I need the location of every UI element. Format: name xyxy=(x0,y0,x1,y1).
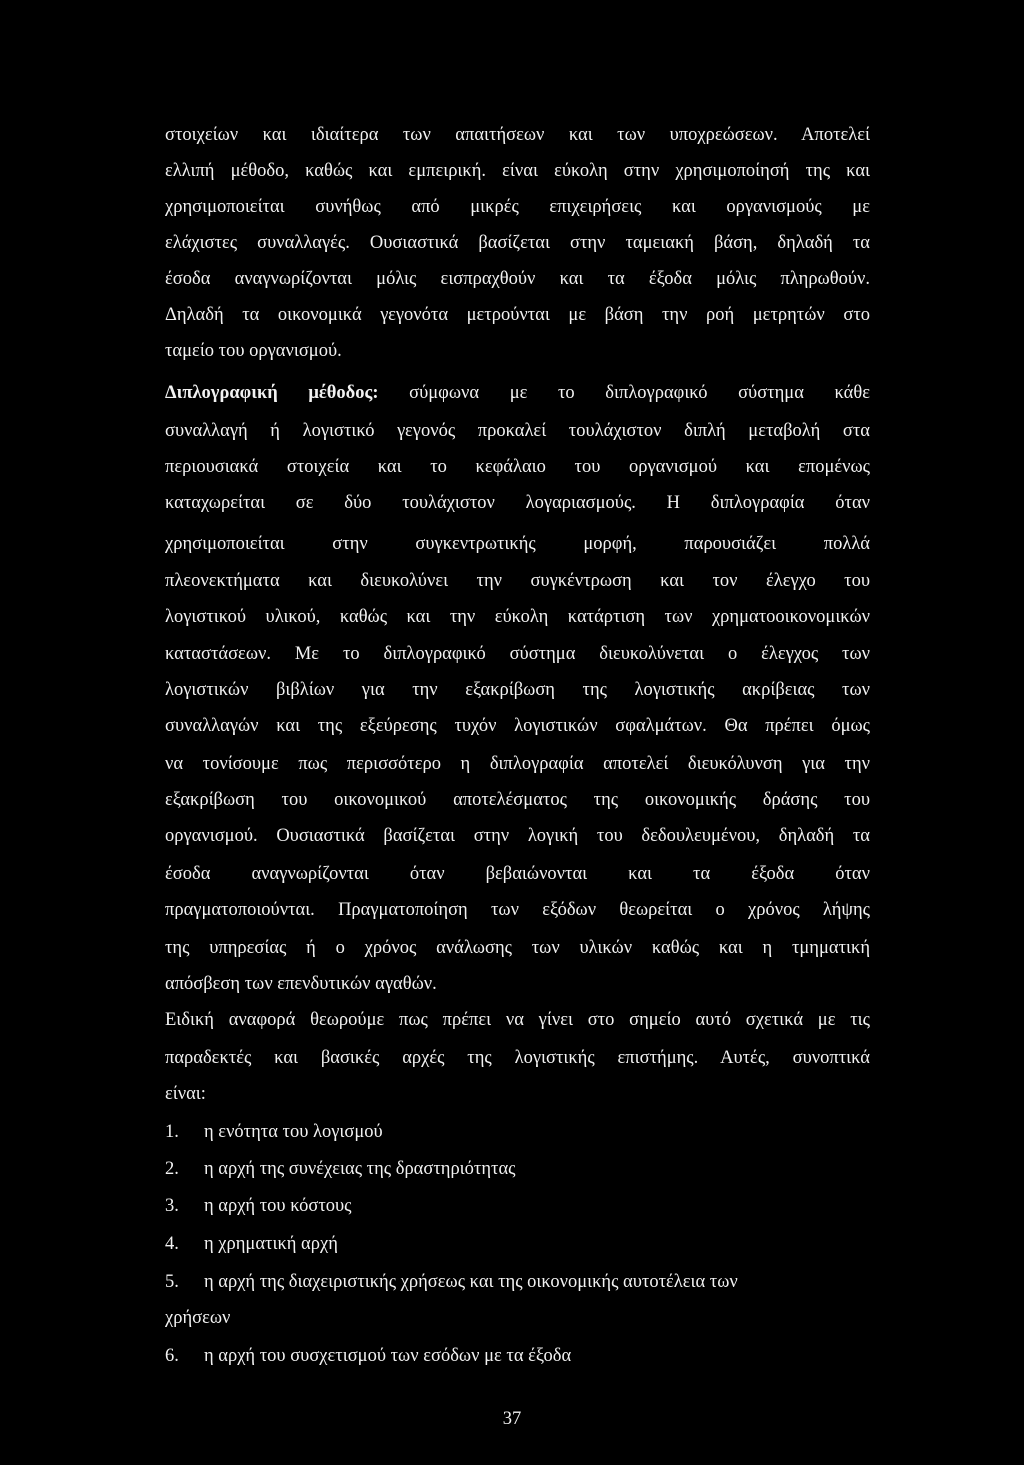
body-line: περιουσιακά στοιχεία και το κεφάλαιο του οργανισμού και επομένως xyxy=(165,457,870,477)
double-entry-first-line xyxy=(165,381,870,405)
list-item: η χρηματική αρχή xyxy=(204,1234,338,1254)
list-item-continuation: χρήσεων xyxy=(165,1308,231,1328)
body-line: λογιστικού υλικού, καθώς και την εύκολη κατάρτιση των χρηματοοικονομικών xyxy=(165,607,870,627)
body-line: έσοδα αναγνωρίζονται όταν βεβαιώνονται και τα έξοδα όταν xyxy=(165,864,870,884)
body-line: χρησιμοποιείται στην συγκεντρωτικής μορφή, παρουσιάζει πολλά xyxy=(165,534,870,554)
list-item-number: 5. xyxy=(165,1272,179,1292)
body-line: Ειδική αναφορά θεωρούμε πως πρέπει να γίνει στο σημείο αυτό σχετικά με τις xyxy=(165,1010,870,1030)
body-line: συναλλαγών και της εξεύρεσης τυχόν λογιστικών σφαλμάτων. Θα πρέπει όμως xyxy=(165,716,870,736)
body-line: οργανισμού. Ουσιαστικά βασίζεται στην λογική του δεδουλευμένου, δηλαδή τα xyxy=(165,826,870,846)
list-item-number: 6. xyxy=(165,1346,179,1366)
list-item-number: 3. xyxy=(165,1196,179,1216)
body-line: λογιστικών βιβλίων για την εξακρίβωση της λογιστικής ακρίβειας των xyxy=(165,680,870,700)
body-line: πλεονεκτήματα και διευκολύνει την συγκέντρωση και τον έλεγχο του xyxy=(165,571,870,591)
list-item-number: 2. xyxy=(165,1159,179,1179)
body-line: στοιχείων και ιδιαίτερα των απαιτήσεων και των υποχρεώσεων. Αποτελεί xyxy=(165,125,870,145)
page-number: 37 xyxy=(502,1409,522,1429)
body-line: καταχωρείται σε δύο τουλάχιστον λογαριασμούς. Η διπλογραφία όταν xyxy=(165,493,870,513)
body-line: εξακρίβωση του οικονομικού αποτελέσματος της οικονομικής δράσης του xyxy=(165,790,870,810)
body-line: πραγματοποιούνται. Πραγματοποίηση των εξόδων θεωρείται ο χρόνος λήψης xyxy=(165,900,870,920)
body-line: παραδεκτές και βασικές αρχές της λογιστικής επιστήμης. Αυτές, συνοπτικά xyxy=(165,1048,870,1068)
list-item-number: 1. xyxy=(165,1122,179,1142)
list-item-number: 4. xyxy=(165,1234,179,1254)
body-line: συναλλαγή ή λογιστικό γεγονός προκαλεί τουλάχιστον διπλή μεταβολή στα xyxy=(165,421,870,441)
body-line: της υπηρεσίας ή ο χρόνος ανάλωσης των υλικών καθώς και η τμηματική xyxy=(165,938,870,958)
body-line: καταστάσεων. Με το διπλογραφικό σύστημα διευκολύνεται ο έλεγχος των xyxy=(165,644,870,664)
list-item: η αρχή της διαχειριστικής χρήσεως και της οικονομικής αυτοτέλεια των xyxy=(204,1272,738,1292)
list-item: η αρχή του κόστους xyxy=(204,1196,352,1216)
body-line: να τονίσουμε πως περισσότερο η διπλογραφία αποτελεί διευκόλυνση για την xyxy=(165,754,870,774)
body-line: ταμείο του οργανισμού. xyxy=(165,341,342,361)
double-entry-first-text: σύμφωνα με το διπλογραφικό σύστημα κάθε xyxy=(409,383,871,403)
list-item: η αρχή της συνέχειας της δραστηριότητας xyxy=(204,1159,516,1179)
body-line: απόσβεση των επενδυτικών αγαθών. xyxy=(165,974,437,994)
body-line: ελάχιστες συναλλαγές. Ουσιαστικά βασίζεται στην ταμειακή βάση, δηλαδή τα xyxy=(165,233,870,253)
body-line: είναι: xyxy=(165,1084,206,1104)
list-item: η ενότητα του λογισμού xyxy=(204,1122,383,1142)
body-line: έσοδα αναγνωρίζονται μόλις εισπραχθούν και τα έξοδα μόλις πληρωθούν. xyxy=(165,269,870,289)
double-entry-term: Διπλογραφική μέθοδος: xyxy=(165,383,379,403)
body-line: Δηλαδή τα οικονομικά γεγονότα μετρούνται με βάση την ροή μετρητών στο xyxy=(165,305,870,325)
body-line: ελλιπή μέθοδο, καθώς και εμπειρική. είναι εύκολη στην χρησιμοποίησή της και xyxy=(165,161,870,181)
body-line: χρησιμοποιείται συνήθως από μικρές επιχειρήσεις και οργανισμούς με xyxy=(165,197,870,217)
list-item: η αρχή του συσχετισμού των εσόδων με τα έξοδα xyxy=(204,1346,572,1366)
